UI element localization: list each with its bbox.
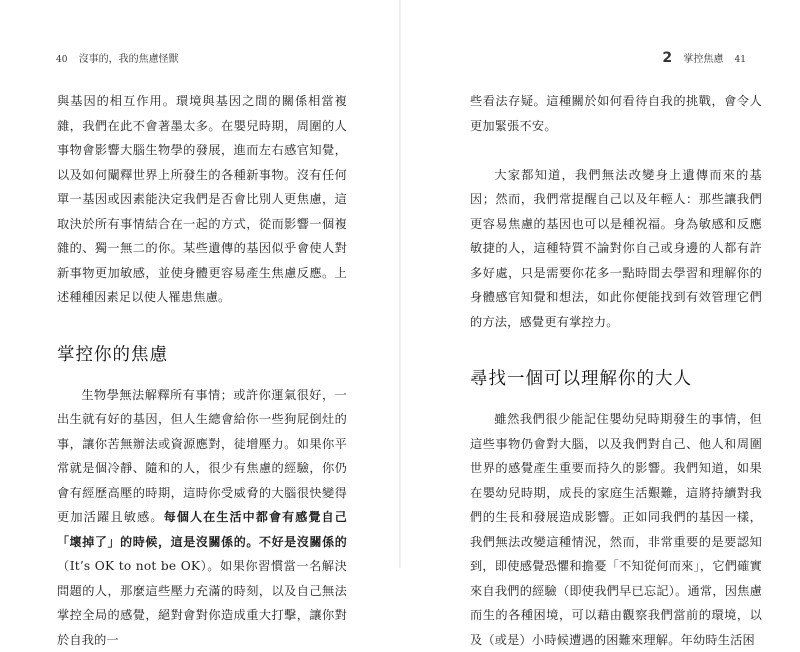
left-paragraph-2-bold: 每個人在生活中都會有感覺自己「壞掉了」的時候，這是沒關係的。不好是沒關係的	[57, 510, 347, 549]
right-paragraph-2: 大家都知道，我們無法改變身上遺傳而來的基因；然而，我們常提醒自己以及年輕人：那些讓我們更容易焦慮的基因也可以是種祝福。身為敏感和反應敏捷的人，這種特質不論對你自己或身邊的人都有許多好處，只是需要你花多一點時間去學習和理解你的身體感官知覺和想法，如此你便能找到有效管理它們的方法，感覺更有掌控力。	[470, 163, 762, 335]
right-paragraph-1: 些看法存疑。這種關於如何看待自我的挑戰，會令人更加緊張不安。	[470, 89, 762, 138]
left-section-heading: 掌控你的焦慮	[57, 341, 347, 366]
right-paragraph-3: 雖然我們很少能記住嬰幼兒時期發生的事情，但這些事物仍會對大腦，以及我們對自己、他人和周圍世界的感覺產生重要而持久的影響。我們知道，如果在嬰幼兒時期，成長的家庭生活艱難，這將持續對我們的生長和發展造成影響。正如同我們的基因一樣，我們無法改變這種情況，然而，非常重要的是要認知到，即使感覺恐懼和擔憂「不知從何而來」，它們確實來自我們的經驗（即使我們早已忘記）。通常，因焦慮而生的各種困境，可以藉由觀察我們當前的環境，以及（或是）小時候遭遇的困難來理解。年幼時生活困	[470, 407, 762, 652]
right-page-header	[662, 50, 746, 66]
right-page-number: 41	[735, 55, 746, 65]
left-paragraph-2	[57, 383, 347, 652]
left-page-header	[56, 50, 179, 65]
book-gutter	[399, 0, 401, 568]
right-section-heading: 尋找一個可以理解你的大人	[470, 365, 762, 390]
left-running-title: 沒事的，我的焦慮怪獸	[79, 54, 179, 65]
left-paragraph-2-end: 。如果你習慣當一名解決問題的人，那麼這些壓力充滿的時刻，以及自己無法掌控全局的感覺，絕對會對你造成重大打擊，讓你對於自我的一	[57, 559, 347, 647]
chapter-title: 掌控焦慮	[683, 54, 723, 65]
left-page-number: 40	[56, 55, 67, 65]
left-paragraph-2-start: 生物學無法解釋所有事情；或許你運氣很好，一出生就有好的基因，但人生總會給你一些狗屁倒灶的事，讓你苦無辦法或資源應對，徒增壓力。如果你平常就是個冷靜、隨和的人，很少有焦慮的經驗，你仍會有經歷高壓的時期，這時你受威脅的大腦很快變得更加活躍且敏感。	[57, 388, 347, 525]
chapter-number: 2	[662, 50, 672, 66]
paragraph-spacer	[470, 138, 762, 163]
left-paragraph-2-english: （It’s OK to not be OK）	[57, 559, 207, 573]
left-paragraph-1: 與基因的相互作用。環境與基因之間的關係相當複雜，我們在此不會著墨太多。在嬰兒時期，周圍的人事物會影響大腦生物學的發展，進而左右感官知覺，以及如何闡釋世界上所發生的各種新事物。沒有任何單一基因或因素能決定我們是否會比別人更焦慮，這取決於所有事情結合在一起的方式，從而影響一個複雜的、獨一無二的你。某些遺傳的基因似乎會使人對新事物更加敏感，並使身體更容易產生焦慮反應。上述種種因素足以使人罹患焦慮。	[57, 89, 347, 310]
